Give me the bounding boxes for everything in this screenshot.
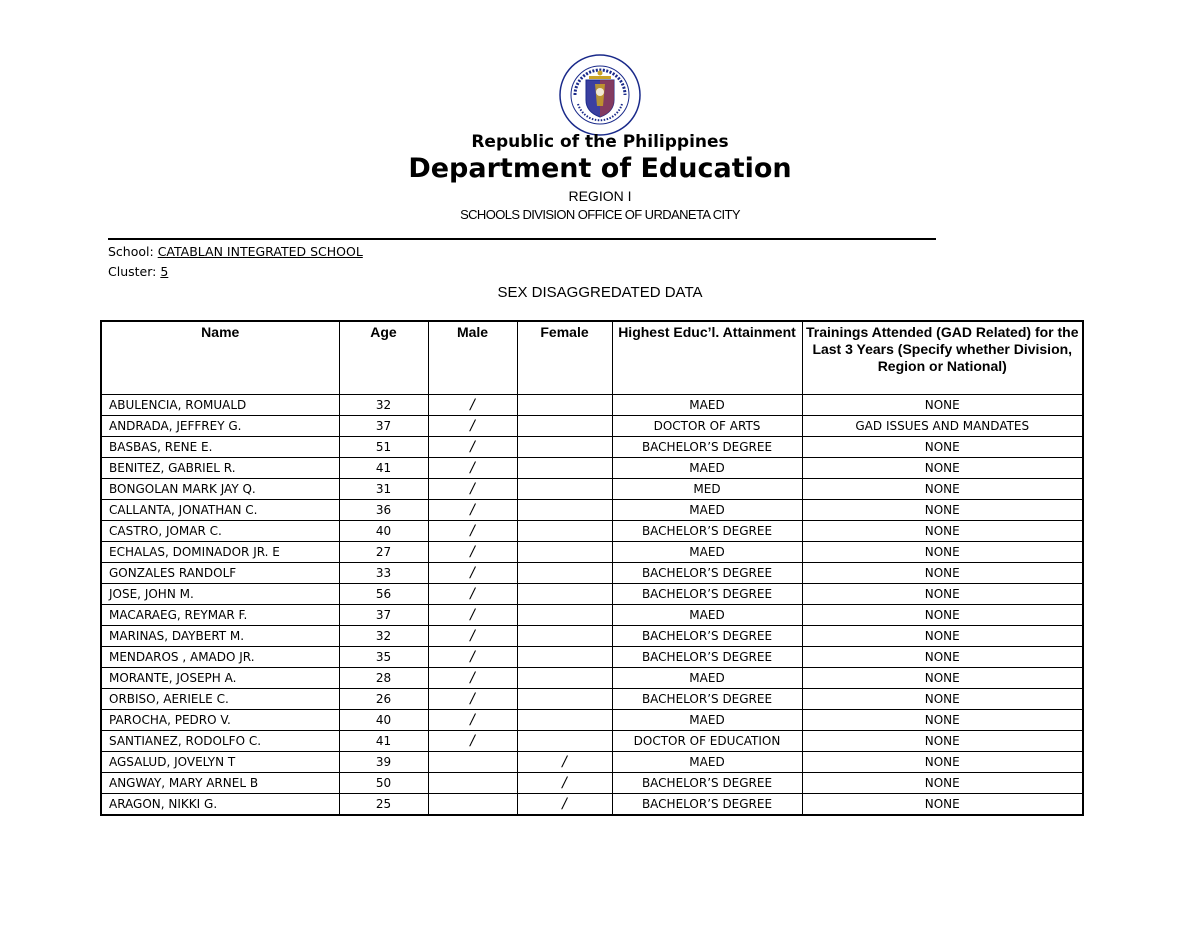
cell-name: ANDRADA, JEFFREY G. bbox=[101, 416, 339, 437]
cell-trainings: NONE bbox=[802, 395, 1083, 416]
table-row bbox=[101, 521, 1083, 542]
cell-name: BENITEZ, GABRIEL R. bbox=[101, 458, 339, 479]
cell-educ-attainment: MAED bbox=[612, 542, 802, 563]
cell-trainings: NONE bbox=[802, 479, 1083, 500]
cell-age: 28 bbox=[339, 668, 428, 689]
cell-age: 40 bbox=[339, 521, 428, 542]
cell-name: ABULENCIA, ROMUALD bbox=[101, 395, 339, 416]
cell-male: / bbox=[428, 542, 517, 563]
cell-educ-attainment: BACHELOR’S DEGREE bbox=[612, 794, 802, 816]
cluster-field bbox=[108, 264, 168, 279]
cell-educ-attainment: BACHELOR’S DEGREE bbox=[612, 437, 802, 458]
school-label: School: bbox=[108, 244, 154, 259]
cell-male: / bbox=[428, 647, 517, 668]
cell-female bbox=[517, 416, 612, 437]
cell-trainings: NONE bbox=[802, 668, 1083, 689]
cell-male: / bbox=[428, 395, 517, 416]
cell-trainings: NONE bbox=[802, 500, 1083, 521]
cell-educ-attainment: MAED bbox=[612, 458, 802, 479]
cell-name: ANGWAY, MARY ARNEL B bbox=[101, 773, 339, 794]
cell-male: / bbox=[428, 689, 517, 710]
cell-age: 26 bbox=[339, 689, 428, 710]
cell-age: 51 bbox=[339, 437, 428, 458]
cell-female bbox=[517, 626, 612, 647]
cell-age: 41 bbox=[339, 458, 428, 479]
table-row bbox=[101, 710, 1083, 731]
cell-age: 50 bbox=[339, 773, 428, 794]
cell-female bbox=[517, 605, 612, 626]
cell-trainings: NONE bbox=[802, 794, 1083, 816]
table-row bbox=[101, 794, 1083, 816]
cell-educ-attainment: DOCTOR OF ARTS bbox=[612, 416, 802, 437]
cell-trainings: NONE bbox=[802, 437, 1083, 458]
cell-educ-attainment: BACHELOR’S DEGREE bbox=[612, 521, 802, 542]
table-row bbox=[101, 752, 1083, 773]
cell-name: ECHALAS, DOMINADOR JR. E bbox=[101, 542, 339, 563]
cell-male: / bbox=[428, 731, 517, 752]
table-row bbox=[101, 437, 1083, 458]
cell-age: 32 bbox=[339, 626, 428, 647]
region-label: REGION I bbox=[568, 188, 632, 204]
cell-female bbox=[517, 542, 612, 563]
table-row bbox=[101, 479, 1083, 500]
cell-male: / bbox=[428, 479, 517, 500]
deped-seal-logo bbox=[559, 54, 641, 136]
cell-name: MORANTE, JOSEPH A. bbox=[101, 668, 339, 689]
cell-trainings: NONE bbox=[802, 710, 1083, 731]
cell-male: / bbox=[428, 668, 517, 689]
cell-educ-attainment: BACHELOR’S DEGREE bbox=[612, 563, 802, 584]
cell-female: / bbox=[517, 794, 612, 816]
cell-name: GONZALES RANDOLF bbox=[101, 563, 339, 584]
document-title: SEX DISAGGREDATED DATA bbox=[497, 284, 703, 301]
table-row bbox=[101, 416, 1083, 437]
cell-educ-attainment: BACHELOR’S DEGREE bbox=[612, 584, 802, 605]
header-educ-attainment: Highest Educ’l. Attainment bbox=[612, 321, 802, 395]
cell-name: SANTIANEZ, RODOLFO C. bbox=[101, 731, 339, 752]
cell-age: 33 bbox=[339, 563, 428, 584]
cell-educ-attainment: BACHELOR’S DEGREE bbox=[612, 647, 802, 668]
cell-male bbox=[428, 773, 517, 794]
cell-age: 37 bbox=[339, 605, 428, 626]
cell-female bbox=[517, 668, 612, 689]
cell-male: / bbox=[428, 521, 517, 542]
cell-male: / bbox=[428, 563, 517, 584]
cluster-label: Cluster: bbox=[108, 264, 157, 279]
cell-female bbox=[517, 479, 612, 500]
cell-name: PAROCHA, PEDRO V. bbox=[101, 710, 339, 731]
cell-age: 41 bbox=[339, 731, 428, 752]
header-name: Name bbox=[101, 321, 339, 395]
table-row bbox=[101, 626, 1083, 647]
cell-age: 35 bbox=[339, 647, 428, 668]
header-female: Female bbox=[517, 321, 612, 395]
table-row bbox=[101, 395, 1083, 416]
republic-heading: Republic of the Philippines bbox=[471, 132, 729, 152]
cell-female: / bbox=[517, 752, 612, 773]
cell-educ-attainment: MAED bbox=[612, 500, 802, 521]
cell-name: MENDAROS , AMADO JR. bbox=[101, 647, 339, 668]
cell-trainings: NONE bbox=[802, 563, 1083, 584]
cell-name: BONGOLAN MARK JAY Q. bbox=[101, 479, 339, 500]
cell-name: CASTRO, JOMAR C. bbox=[101, 521, 339, 542]
cell-educ-attainment: MAED bbox=[612, 668, 802, 689]
cell-female bbox=[517, 458, 612, 479]
cell-name: ARAGON, NIKKI G. bbox=[101, 794, 339, 816]
school-value: CATABLAN INTEGRATED SCHOOL bbox=[157, 244, 363, 259]
header-divider bbox=[108, 238, 936, 240]
cell-female bbox=[517, 395, 612, 416]
header-male: Male bbox=[428, 321, 517, 395]
table-row bbox=[101, 500, 1083, 521]
cell-female bbox=[517, 563, 612, 584]
cell-female bbox=[517, 521, 612, 542]
cell-educ-attainment: BACHELOR’S DEGREE bbox=[612, 773, 802, 794]
cell-male: / bbox=[428, 626, 517, 647]
cell-age: 56 bbox=[339, 584, 428, 605]
cell-educ-attainment: MAED bbox=[612, 710, 802, 731]
cell-female bbox=[517, 710, 612, 731]
cell-male: / bbox=[428, 584, 517, 605]
cell-trainings: NONE bbox=[802, 584, 1083, 605]
cell-male: / bbox=[428, 416, 517, 437]
cell-trainings: NONE bbox=[802, 689, 1083, 710]
cell-educ-attainment: MAED bbox=[612, 752, 802, 773]
table-row bbox=[101, 668, 1083, 689]
cell-female bbox=[517, 584, 612, 605]
cell-age: 32 bbox=[339, 395, 428, 416]
cell-trainings: NONE bbox=[802, 731, 1083, 752]
cell-trainings: NONE bbox=[802, 773, 1083, 794]
table-row bbox=[101, 584, 1083, 605]
cluster-value: 5 bbox=[160, 264, 169, 279]
cell-female bbox=[517, 731, 612, 752]
table-row bbox=[101, 542, 1083, 563]
cell-educ-attainment: MED bbox=[612, 479, 802, 500]
cell-female bbox=[517, 647, 612, 668]
table-row bbox=[101, 689, 1083, 710]
cell-trainings: NONE bbox=[802, 752, 1083, 773]
division-office-label: SCHOOLS DIVISION OFFICE OF URDANETA CITY bbox=[460, 207, 740, 222]
cell-trainings: NONE bbox=[802, 647, 1083, 668]
cell-name: MARINAS, DAYBERT M. bbox=[101, 626, 339, 647]
table-row bbox=[101, 647, 1083, 668]
cell-trainings: NONE bbox=[802, 626, 1083, 647]
cell-trainings: NONE bbox=[802, 521, 1083, 542]
cell-educ-attainment: BACHELOR’S DEGREE bbox=[612, 626, 802, 647]
department-title: Department of Education bbox=[408, 153, 792, 184]
cell-age: 37 bbox=[339, 416, 428, 437]
cell-trainings: NONE bbox=[802, 542, 1083, 563]
cell-name: MACARAEG, REYMAR F. bbox=[101, 605, 339, 626]
header-age: Age bbox=[339, 321, 428, 395]
cell-educ-attainment: MAED bbox=[612, 605, 802, 626]
table-row bbox=[101, 773, 1083, 794]
table-row bbox=[101, 563, 1083, 584]
cell-male: / bbox=[428, 458, 517, 479]
cell-name: ORBISO, AERIELE C. bbox=[101, 689, 339, 710]
cell-educ-attainment: DOCTOR OF EDUCATION bbox=[612, 731, 802, 752]
cell-educ-attainment: MAED bbox=[612, 395, 802, 416]
cell-age: 36 bbox=[339, 500, 428, 521]
cell-name: CALLANTA, JONATHAN C. bbox=[101, 500, 339, 521]
cell-trainings: NONE bbox=[802, 458, 1083, 479]
header-trainings: Trainings Attended (GAD Related) for the Last 3 Years (Specify whether Division, Region or National) bbox=[802, 321, 1083, 395]
cell-female bbox=[517, 437, 612, 458]
cell-male: / bbox=[428, 437, 517, 458]
cell-name: AGSALUD, JOVELYN T bbox=[101, 752, 339, 773]
cell-female bbox=[517, 689, 612, 710]
sex-disaggregated-table bbox=[100, 320, 1084, 816]
cell-male: / bbox=[428, 710, 517, 731]
cell-trainings: GAD ISSUES AND MANDATES bbox=[802, 416, 1083, 437]
cell-age: 27 bbox=[339, 542, 428, 563]
school-field bbox=[108, 244, 363, 259]
cell-name: JOSE, JOHN M. bbox=[101, 584, 339, 605]
cell-female bbox=[517, 500, 612, 521]
cell-age: 40 bbox=[339, 710, 428, 731]
cell-age: 25 bbox=[339, 794, 428, 816]
cell-female: / bbox=[517, 773, 612, 794]
cell-male bbox=[428, 752, 517, 773]
table-row bbox=[101, 731, 1083, 752]
cell-trainings: NONE bbox=[802, 605, 1083, 626]
cell-age: 39 bbox=[339, 752, 428, 773]
table-row bbox=[101, 605, 1083, 626]
cell-age: 31 bbox=[339, 479, 428, 500]
table-row bbox=[101, 458, 1083, 479]
cell-name: BASBAS, RENE E. bbox=[101, 437, 339, 458]
table-header-row bbox=[101, 321, 1083, 395]
cell-male: / bbox=[428, 500, 517, 521]
cell-educ-attainment: BACHELOR’S DEGREE bbox=[612, 689, 802, 710]
cell-male: / bbox=[428, 605, 517, 626]
cell-male bbox=[428, 794, 517, 816]
